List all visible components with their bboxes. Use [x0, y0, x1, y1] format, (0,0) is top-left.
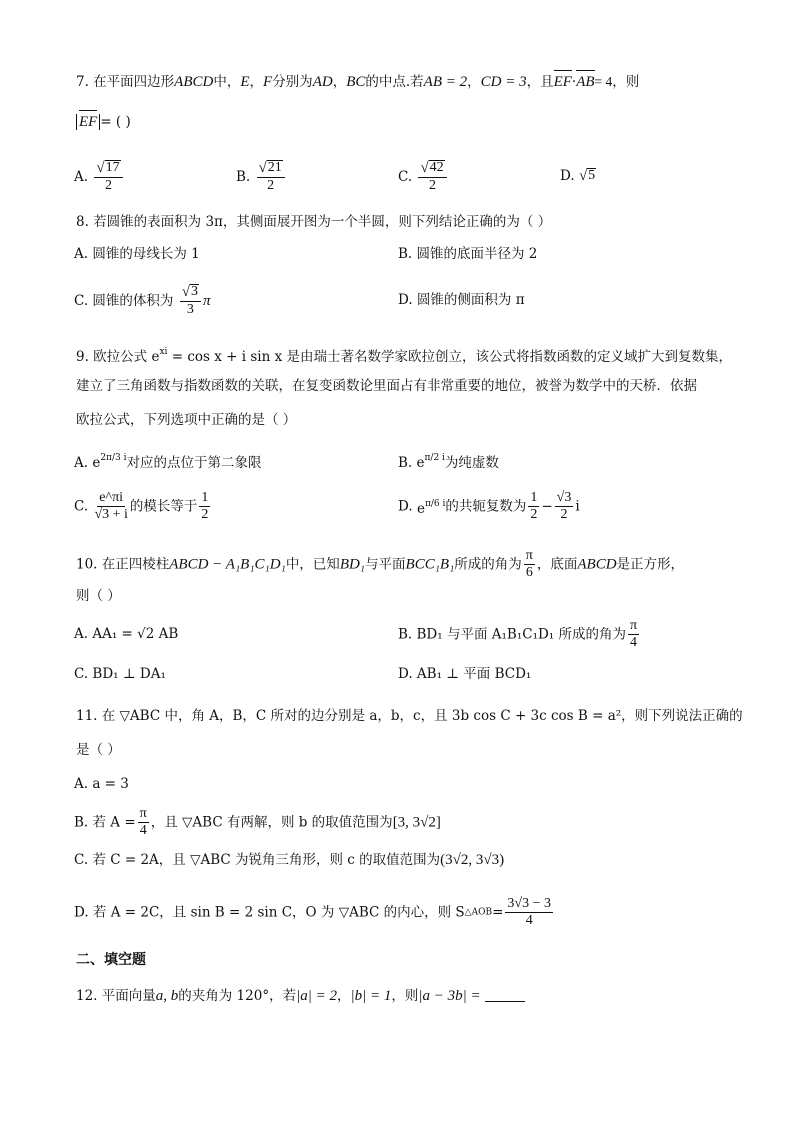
- q9-option-a: A. $e^{2\pi/3 i}$对应的点位于第二象限: [74, 453, 262, 471]
- q10-option-d: D. AB₁ ⊥ 平面 BCD₁: [398, 666, 532, 682]
- q8-option-d: D. 圆锥的侧面积为 π: [398, 292, 525, 308]
- q11-option-b: B. 若 A = $\frac{\pi}{4}$ ，且 ▽ABC 有两解，则 b 的取值范围为[3, 3√2]: [74, 806, 441, 838]
- q8-stem: 8. 若圆锥的表面积为 3π，其侧面展开图为一个半圆，则下列结论正确的为（ ）: [76, 214, 552, 230]
- q7-option-c: C. √ 42 2: [398, 160, 449, 194]
- q11-stem-line1: 11. 在 ▽ABC 中，角 A，B，C 所对的边分别是 a，b，c，且 3b cos C + 3c cos B = a²，则下列说法正确的: [76, 708, 743, 724]
- q9-option-c: C. $\frac{e\^{}\pi i}{√3 + i}$ 的模长等于 $\frac{1}{2}$: [74, 490, 209, 522]
- q10-option-a: A. AA₁ = √2 AB: [74, 626, 179, 642]
- q9-stem-line2: 建立了三角函数与指数函数的关联，在复变函数论里面占有非常重要的地位，被誉为数学中的天桥．依据: [76, 378, 697, 394]
- q7-option-d: D. √ 5: [560, 168, 596, 184]
- q12-answer-blank[interactable]: [485, 987, 525, 1002]
- q11-option-d: D. 若 A = 2C，且 sin B = 2 sin C，O 为 ▽ABC 的内心，则 S△AOB= $\frac{3√3 - 3}{4}$: [74, 896, 551, 928]
- q7-option-b: B. √ 21 2: [236, 160, 287, 194]
- q9-stem-line3: 欧拉公式，下列选项中正确的是（ ）: [76, 412, 297, 428]
- q9-option-b: B. $e^{\pi/2 i}$为纯虚数: [398, 453, 499, 471]
- q7-stem-line2: EF = ( ): [76, 112, 131, 132]
- section-title-fill-in: 二、填空题: [76, 952, 146, 968]
- q12-stem: 12. 平面向量a, b的夹角为 120°，若|a| = 2，|b| = 1，则|a − 3b| =: [76, 986, 525, 1006]
- q10-option-b: B. BD₁ 与平面 A₁B₁C₁D₁ 所成的角为 $\frac{\pi}{4}$: [398, 618, 638, 650]
- q11-option-c: C. 若 C = 2A，且 ▽ABC 为锐角三角形，则 c 的取值范围为(3√2, 3√3): [74, 852, 505, 868]
- q9-option-d: D. $e^{\pi/6 i}$的共轭复数为 $\frac{1}{2}$ − $\frac{√3}{2}$ i: [398, 490, 580, 522]
- q8-option-c: C. 圆锥的体积为 √ 3 3 π: [74, 284, 211, 317]
- q11-option-a: A. a = 3: [74, 776, 129, 792]
- q10-stem-line1: 10. 在正四棱柱ABCD − A₁B₁C₁D₁中，已知BD₁与平面BCC₁B₁所成的角为 $\frac{\pi}{6}$ ，底面ABCD是正方形，: [76, 548, 685, 580]
- q7-option-a: A. √ 17 2: [74, 160, 125, 194]
- q9-stem-line1: 9. 欧拉公式 $e^{xi} = \cos x + i$ sin x 是由瑞士著名数学家欧拉创立，该公式将指数函数的定义域扩大到复数集，: [76, 347, 732, 365]
- q10-option-c: C. BD₁ ⊥ DA₁: [74, 666, 166, 682]
- q8-option-a: A. 圆锥的母线长为 1: [74, 246, 200, 262]
- q7-stem-line1: 7. 在平面四边形ABCD中，E，F分别为AD，BC的中点.若AB = 2，CD = 3，且EF·AB= 4，则: [76, 74, 640, 90]
- q10-stem-line2: 则（ ）: [76, 588, 121, 604]
- q11-stem-line2: 是（ ）: [76, 742, 121, 758]
- q8-option-b: B. 圆锥的底面半径为 2: [398, 246, 538, 262]
